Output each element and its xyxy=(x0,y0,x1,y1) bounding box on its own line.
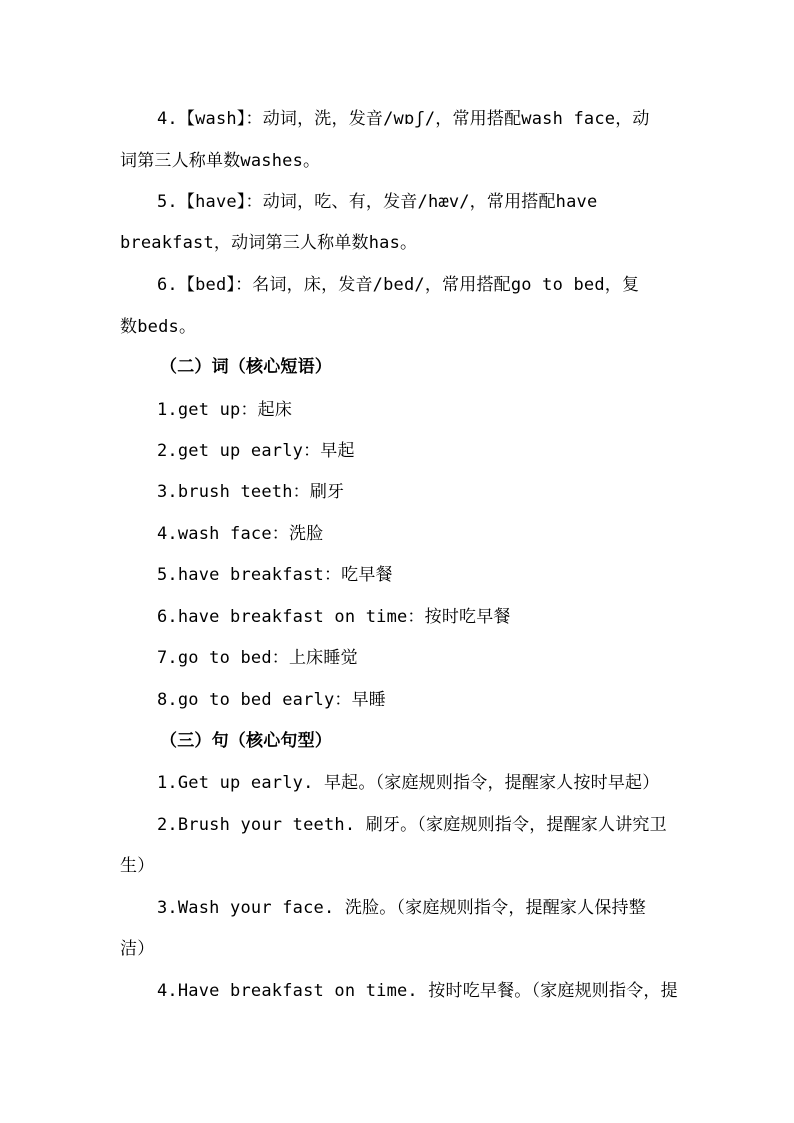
sentence-2-line-2: 生） xyxy=(120,856,155,876)
sentence-3-line-2: 洁） xyxy=(120,939,155,959)
phrase-item: 1.get up：起床 xyxy=(157,400,293,420)
sentence-3-line-1: 3.Wash your face. 洗脸。（家庭规则指令，提醒家人保持整 xyxy=(157,898,646,918)
phrase-item: 5.have breakfast：吃早餐 xyxy=(157,565,393,585)
vocab-wash-line-1: 4.【wash】：动词，洗，发音/wɒʃ/，常用搭配wash face，动 xyxy=(157,109,650,129)
vocab-have-line-2: breakfast，动词第三人称单数has。 xyxy=(120,233,418,253)
vocab-bed-line-2: 数beds。 xyxy=(120,317,197,337)
sentences-heading: （三）句（核心句型） xyxy=(160,731,332,751)
sentence-4-line-1: 4.Have breakfast on time. 按时吃早餐。（家庭规则指令，提 xyxy=(157,981,678,1001)
vocab-have-line-1: 5.【have】：动词，吃、有，发音/hæv/，常用搭配have xyxy=(157,192,598,212)
phrase-item: 8.go to bed early：早睡 xyxy=(157,690,386,710)
phrase-item: 2.get up early：早起 xyxy=(157,441,355,461)
vocab-bed-line-1: 6.【bed】：名词，床，发音/bed/，常用搭配go to bed，复 xyxy=(157,275,640,295)
phrases-heading: （二）词（核心短语） xyxy=(160,357,332,377)
vocab-wash-line-2: 词第三人称单数washes。 xyxy=(120,151,321,171)
sentence-2-line-1: 2.Brush your teeth. 刷牙。（家庭规则指令，提醒家人讲究卫 xyxy=(157,815,667,835)
phrase-item: 3.brush teeth：刷牙 xyxy=(157,482,345,502)
phrase-item: 6.have breakfast on time：按时吃早餐 xyxy=(157,607,511,627)
phrase-item: 7.go to bed：上床睡觉 xyxy=(157,648,358,668)
sentence-1: 1.Get up early. 早起。（家庭规则指令，提醒家人按时早起） xyxy=(157,773,660,793)
phrase-item: 4.wash face：洗脸 xyxy=(157,524,324,544)
